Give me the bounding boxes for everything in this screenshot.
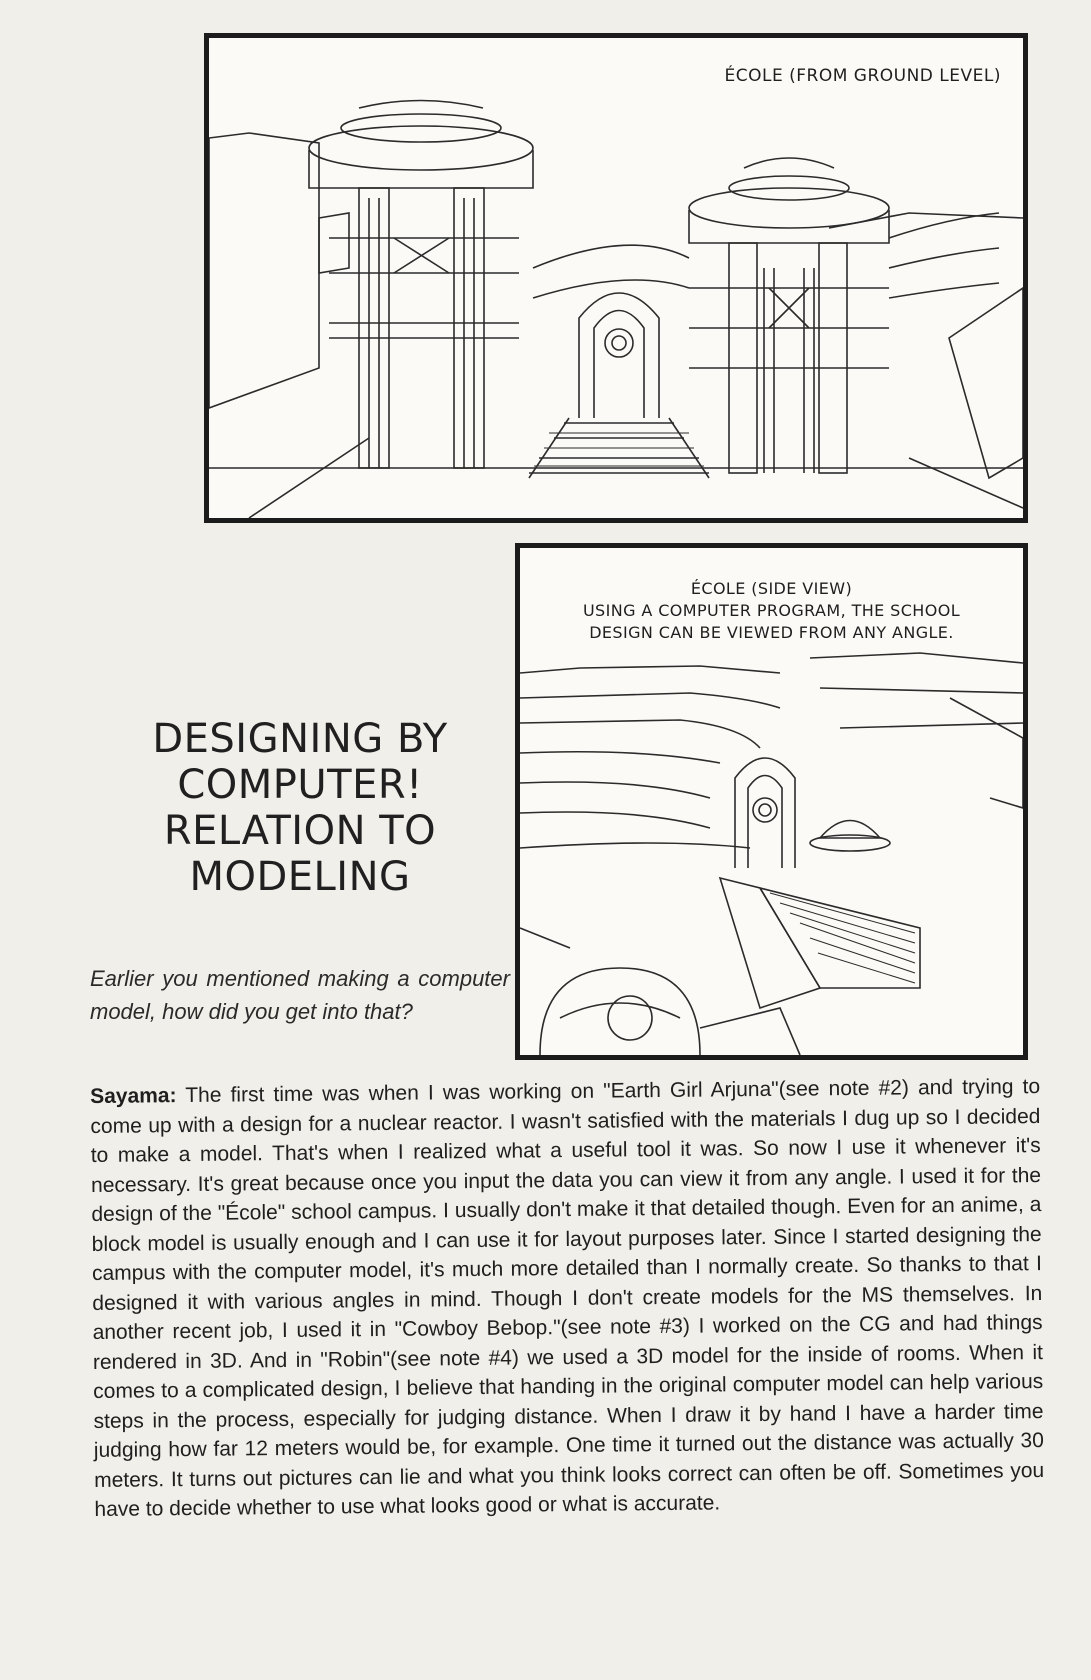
speaker-name: Sayama: [90, 1084, 177, 1108]
school-side-view-drawing [520, 548, 1023, 1055]
interview-question: Earlier you mentioned making a computer model, how did you get into that? [90, 966, 510, 1024]
side-view-caption-line: DESIGN CAN BE VIEWED FROM ANY ANGLE. [589, 623, 954, 642]
answer-text: The first time was when I was working on "Earth Girl Arjuna"(see note #2) and trying to come up with a design for a nuclear reactor. I wasn't satisfied with the materials I dug up so I decided to make a model. That's when I realized what a useful tool it was. So now I use it whenever it's necessary. It's great because once you input the data you can view it from any angle. I used it for the design of the "École" school campus. I usually don't make it that detailed though. Even for an anime, a block model is usually enough and I can use it for layout purposes later. Since I started designing the campus with the computer model, it's much more detailed than I normally create. So thanks to that I designed it with various angles in mind. Though I don't create models for the MS themselves. In another recent job, I used it in "Cowboy Bebop."(see note #3) I worked on the CG and had things rendered in 3D. And in "Robin"(see note #4) we used a 3D model for the inside of rooms. When it comes to a complicated design, I believe that handing in the original computer model can help various steps in the process, especially for judging distance. When I draw it by hand I have a harder time judging how far 12 meters would be, for example. One time it turned out the distance was actually 30 meters. It turns out pictures can lie and what you think looks correct can often be off. Sometimes you have to decide whether to use what looks good or what is accurate. [90, 1075, 1045, 1521]
ground-level-caption: ÉCOLE (FROM GROUND LEVEL) [724, 66, 1001, 86]
side-view-caption-line: USING A COMPUTER PROGRAM, THE SCHOOL [582, 601, 961, 620]
heading-line: COMPUTER! [177, 762, 423, 808]
heading-line: DESIGNING BY [152, 716, 448, 762]
heading-line: MODELING [189, 854, 411, 900]
illustration-panel-side-view [515, 543, 1028, 1060]
section-heading [95, 716, 505, 900]
side-view-caption-line: ÉCOLE (SIDE VIEW) [690, 579, 853, 598]
illustration-panel-ground-level [204, 33, 1028, 523]
school-ground-level-drawing [209, 38, 1023, 518]
heading-line: RELATION TO [163, 808, 437, 854]
interview-answer [90, 1072, 1045, 1524]
